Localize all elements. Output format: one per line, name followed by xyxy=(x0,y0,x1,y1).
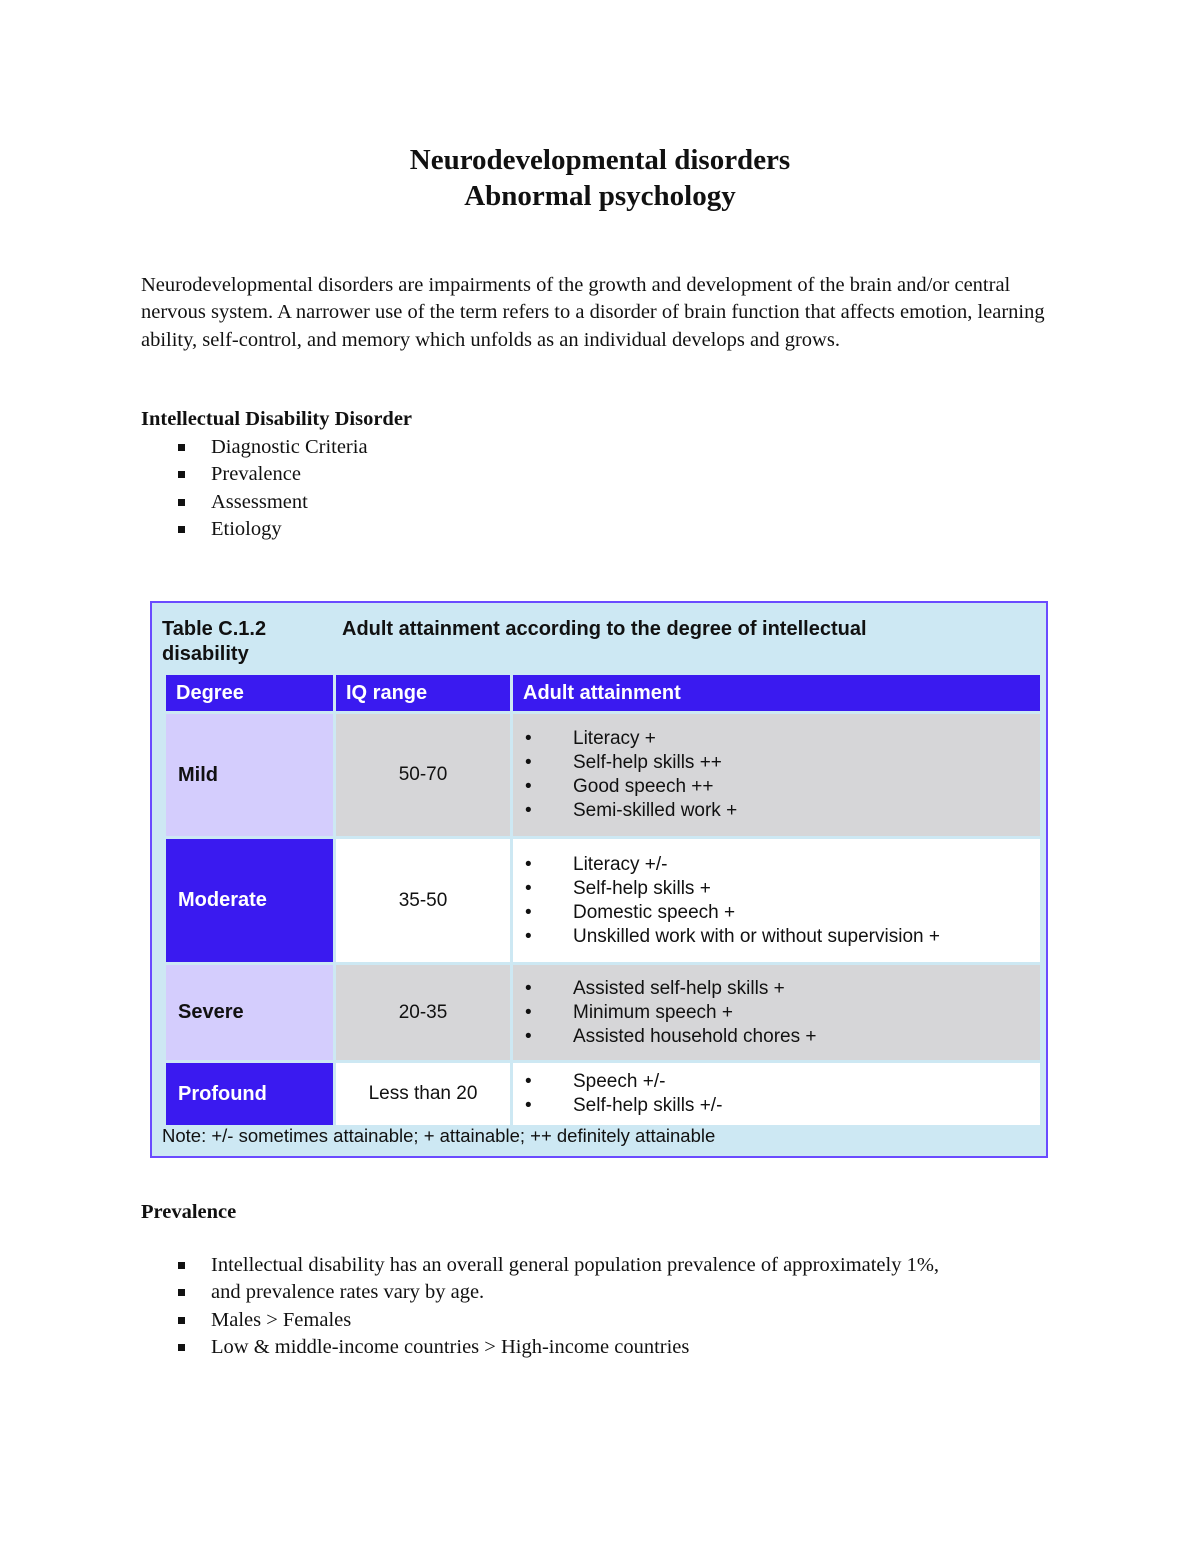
table-title: Adult attainment according to the degree of intellectual xyxy=(342,618,867,640)
list-item: • Literacy + xyxy=(525,728,656,749)
list-item: • Assisted household chores + xyxy=(525,1025,817,1047)
list-item: • Self-help skills +/- xyxy=(525,1095,723,1116)
table-row xyxy=(166,965,1040,1063)
list-item: • Literacy +/- xyxy=(525,853,668,875)
list-item-text: Prevalence xyxy=(211,463,301,486)
attainment-cell xyxy=(513,714,1040,839)
bullet-dot-icon: • xyxy=(525,977,532,999)
list-item xyxy=(141,461,368,488)
square-bullet-icon xyxy=(178,444,185,451)
iq-cell: 35-50 xyxy=(336,839,510,965)
table-title-cont: disability xyxy=(162,643,249,665)
bullet-dot-icon: • xyxy=(525,925,532,947)
intro-paragraph: Neurodevelopmental disorders are impairments of the growth and development of the brain and/or central nervous system. A narrower use of the term refers to a disorder of brain function that affects emotion, learning ability, self-control, and memory which unfolds as an individual develops and grows. xyxy=(141,274,1045,351)
square-bullet-icon xyxy=(178,471,185,478)
list-item: • Assisted self-help skills + xyxy=(525,977,785,999)
attainment-cell xyxy=(513,965,1040,1063)
attainment-cell xyxy=(513,1063,1040,1125)
square-bullet-icon xyxy=(178,1317,185,1324)
prevalence-heading: Prevalence xyxy=(141,1201,237,1223)
list-item xyxy=(141,489,368,516)
list-item xyxy=(141,434,368,461)
iq-cell: 20-35 xyxy=(336,965,510,1063)
list-item: • Semi-skilled work + xyxy=(525,800,738,821)
degree-cell: Mild xyxy=(166,714,333,839)
bullet-dot-icon: • xyxy=(525,776,532,797)
list-item: • Domestic speech + xyxy=(525,901,736,923)
attainment-cell xyxy=(513,839,1040,965)
bullet-dot-icon: • xyxy=(525,800,532,821)
list-item: • Unskilled work with or without supervision + xyxy=(525,925,940,947)
list-item xyxy=(141,1334,939,1361)
list-item: • Speech +/- xyxy=(525,1071,666,1092)
iq-cell: 50-70 xyxy=(336,714,510,839)
bullet-dot-icon: • xyxy=(525,1071,532,1092)
list-item: • Self-help skills ++ xyxy=(525,752,722,773)
table-row xyxy=(166,1063,1040,1125)
list-item: • Minimum speech + xyxy=(525,1001,733,1023)
attainment-table-figure xyxy=(150,601,1048,1158)
table-number: Table C.1.2 xyxy=(162,618,267,640)
list-item xyxy=(141,516,368,543)
bullet-dot-icon: • xyxy=(525,877,532,899)
bullet-dot-icon: • xyxy=(525,853,532,875)
square-bullet-icon xyxy=(178,1344,185,1351)
table-row xyxy=(166,714,1040,839)
bullet-dot-icon: • xyxy=(525,1095,532,1116)
list-item-text: Low & middle-income countries > High-income countries xyxy=(211,1335,690,1358)
bullet-dot-icon: • xyxy=(525,1025,532,1047)
column-header-iq: IQ range xyxy=(336,675,510,714)
list-item-text: Etiology xyxy=(211,517,282,540)
degree-cell: Profound xyxy=(166,1063,333,1125)
square-bullet-icon xyxy=(178,526,185,533)
idd-list xyxy=(141,434,368,543)
list-item xyxy=(141,1279,939,1306)
list-item-text: Intellectual disability has an overall general population prevalence of approximately 1%, xyxy=(211,1254,940,1276)
table-header-row xyxy=(166,675,1040,714)
bullet-dot-icon: • xyxy=(525,1001,532,1023)
title-line-1: Neurodevelopmental disorders xyxy=(409,144,791,176)
degree-cell: Severe xyxy=(166,965,333,1063)
attainment-table xyxy=(163,675,1043,1125)
column-header-degree: Degree xyxy=(166,675,333,714)
bullet-dot-icon: • xyxy=(525,728,532,749)
list-item-text: Assessment xyxy=(211,490,308,513)
prevalence-list xyxy=(141,1252,939,1361)
bullet-dot-icon: • xyxy=(525,901,532,923)
list-item: • Self-help skills + xyxy=(525,877,711,899)
document-title xyxy=(0,142,1200,214)
degree-cell: Moderate xyxy=(166,839,333,965)
square-bullet-icon xyxy=(178,499,185,506)
table-caption xyxy=(162,617,867,667)
list-item xyxy=(141,1307,939,1334)
list-item: • Good speech ++ xyxy=(525,776,714,797)
bullet-dot-icon: • xyxy=(525,752,532,773)
list-item xyxy=(141,1252,939,1279)
title-line-2: Abnormal psychology xyxy=(464,180,736,212)
list-item-text: and prevalence rates vary by age. xyxy=(211,1281,485,1304)
square-bullet-icon xyxy=(178,1289,185,1296)
square-bullet-icon xyxy=(178,1262,185,1269)
idd-heading: Intellectual Disability Disorder xyxy=(141,408,413,430)
list-item-text: Males > Females xyxy=(211,1308,352,1331)
list-item-text: Diagnostic Criteria xyxy=(211,436,368,458)
column-header-attainment: Adult attainment xyxy=(513,675,1040,714)
table-row xyxy=(166,839,1040,965)
table-note: Note: +/- sometimes attainable; + attainable; ++ definitely attainable xyxy=(162,1125,716,1146)
iq-cell: Less than 20 xyxy=(336,1063,510,1125)
